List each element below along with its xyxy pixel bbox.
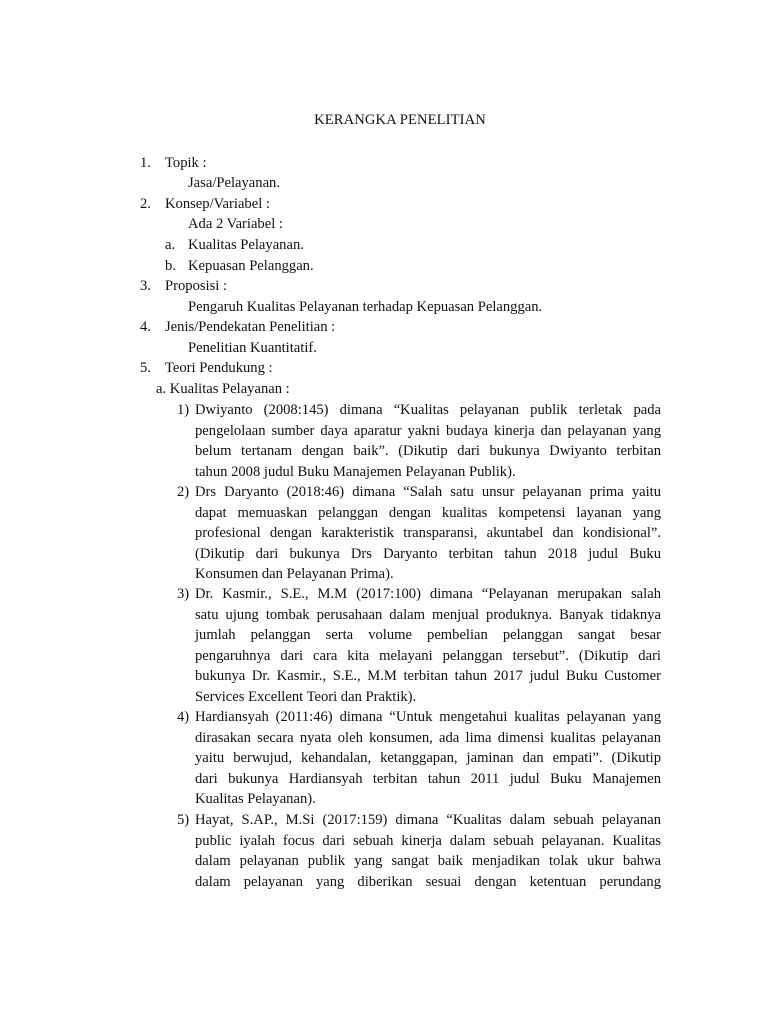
paragraph-line: tahun 2008 judul Buku Manajemen Pelayanan Publik). — [195, 463, 516, 480]
paragraph-line: pengelolaan sumber daya aparatur yakni budaya kinerja dan pelayanan yang — [195, 422, 661, 439]
item-number: 4. — [140, 319, 151, 335]
list-letter: b. — [165, 258, 176, 274]
item-label-teori: Teori Pendukung : — [165, 360, 273, 376]
paragraph-line: Dwiyanto (2008:145) dimana “Kualitas pelayanan publik terletak pada — [195, 402, 661, 418]
paragraph-line: dari bukunya Hardiansyah terbitan tahun 2011 judul Buku Manajemen — [195, 770, 661, 787]
paragraph-line: satu ujung tombak perusahaan dalam menjual produknya. Banyak tidaknya — [195, 606, 661, 623]
paragraph-line: Kualitas Pelayanan). — [195, 791, 316, 808]
theory-paragraph — [195, 400, 661, 482]
paragraph-line: profesional dengan karakteristik transparansi, akuntabel dan kondisional”. — [195, 525, 661, 542]
paragraph-line: Hardiansyah (2011:46) dimana “Untuk mengetahui kualitas pelayanan yang — [195, 709, 661, 725]
item-number: 5. — [140, 360, 151, 376]
paragraph-line: Dr. Kasmir., S.E., M.M (2017:100) dimana “Pelayanan merupakan salah — [195, 586, 661, 602]
theory-number: 5) — [177, 812, 190, 828]
item-label-topik: Topik : — [165, 155, 207, 171]
item-label-konsep: Konsep/Variabel : — [165, 196, 270, 212]
list-letter: a. — [165, 237, 176, 253]
page-title: KERANGKA PENELITIAN — [314, 112, 486, 128]
paragraph-line: dalam pelayanan yang diberikan sesuai dengan ketentuan perundang — [195, 873, 661, 890]
paragraph-line: dalam pelayanan publik yang sangat baik menjadikan tolak ukur bahwa — [195, 853, 661, 870]
item-sub-jenis: Penelitian Kuantitatif. — [188, 340, 317, 356]
theory-number: 3) — [177, 586, 190, 602]
theory-number: 2) — [177, 484, 190, 500]
list-item-text: Kualitas Pelayanan. — [188, 237, 304, 253]
paragraph-line: dirasakan secara nyata oleh konsumen, ada lima dimensi kualitas pelayanan — [195, 729, 661, 746]
theory-paragraph — [195, 707, 661, 810]
section-heading: a. Kualitas Pelayanan : — [156, 381, 290, 397]
item-label-proposisi: Proposisi : — [165, 278, 228, 294]
paragraph-line: dapat memuaskan pelanggan dengan kualitas kompetensi layanan yang — [195, 504, 661, 521]
paragraph-line: jumlah pelanggan serta volume pembelian pelanggan sangat besar — [195, 627, 661, 644]
list-item-text: Kepuasan Pelanggan. — [188, 258, 314, 274]
paragraph-line: Services Excellent Teori dan Praktik). — [195, 688, 417, 705]
paragraph-line: (Dikutip dari bukunya Drs Daryanto terbitan tahun 2018 judul Buku — [195, 545, 661, 562]
item-number: 3. — [140, 278, 151, 294]
paragraph-line: yaitu berwujud, kehandalan, ketanggapan, jaminan dan empati”. (Dikutip — [195, 750, 661, 767]
item-sub-konsep: Ada 2 Variabel : — [188, 216, 283, 232]
theory-number: 4) — [177, 709, 190, 725]
paragraph-line: bukunya Dr. Kasmir., S.E., M.M terbitan tahun 2017 judul Buku Customer — [195, 668, 661, 685]
item-sub-topik: Jasa/Pelayanan. — [188, 175, 280, 191]
paragraph-line: belum tertanam dengan baik”. (Dikutip dari bukunya Dwiyanto terbitan — [195, 443, 661, 460]
theory-paragraph — [195, 482, 661, 585]
theory-number: 1) — [177, 402, 190, 418]
item-sub-proposisi: Pengaruh Kualitas Pelayanan terhadap Kepuasan Pelanggan. — [188, 299, 543, 315]
paragraph-line: Drs Daryanto (2018:46) dimana “Salah satu unsur pelayanan prima yaitu — [195, 484, 661, 500]
paragraph-line: pengaruhnya dari cara kita melayani pelanggan tersebut”. (Dikutip dari — [195, 647, 661, 664]
theory-paragraph — [195, 584, 661, 708]
theory-paragraph — [195, 810, 661, 892]
item-number: 2. — [140, 196, 151, 212]
paragraph-line: Hayat, S.AP., M.Si (2017:159) dimana “Kualitas dalam sebuah pelayanan — [195, 812, 661, 828]
paragraph-line: Konsumen dan Pelayanan Prima). — [195, 566, 394, 583]
item-label-jenis: Jenis/Pendekatan Penelitian : — [165, 319, 336, 335]
paragraph-line: public iyalah focus dari sebuah kinerja dalam sebuah pelayanan. Kualitas — [195, 832, 661, 849]
item-number: 1. — [140, 155, 151, 171]
